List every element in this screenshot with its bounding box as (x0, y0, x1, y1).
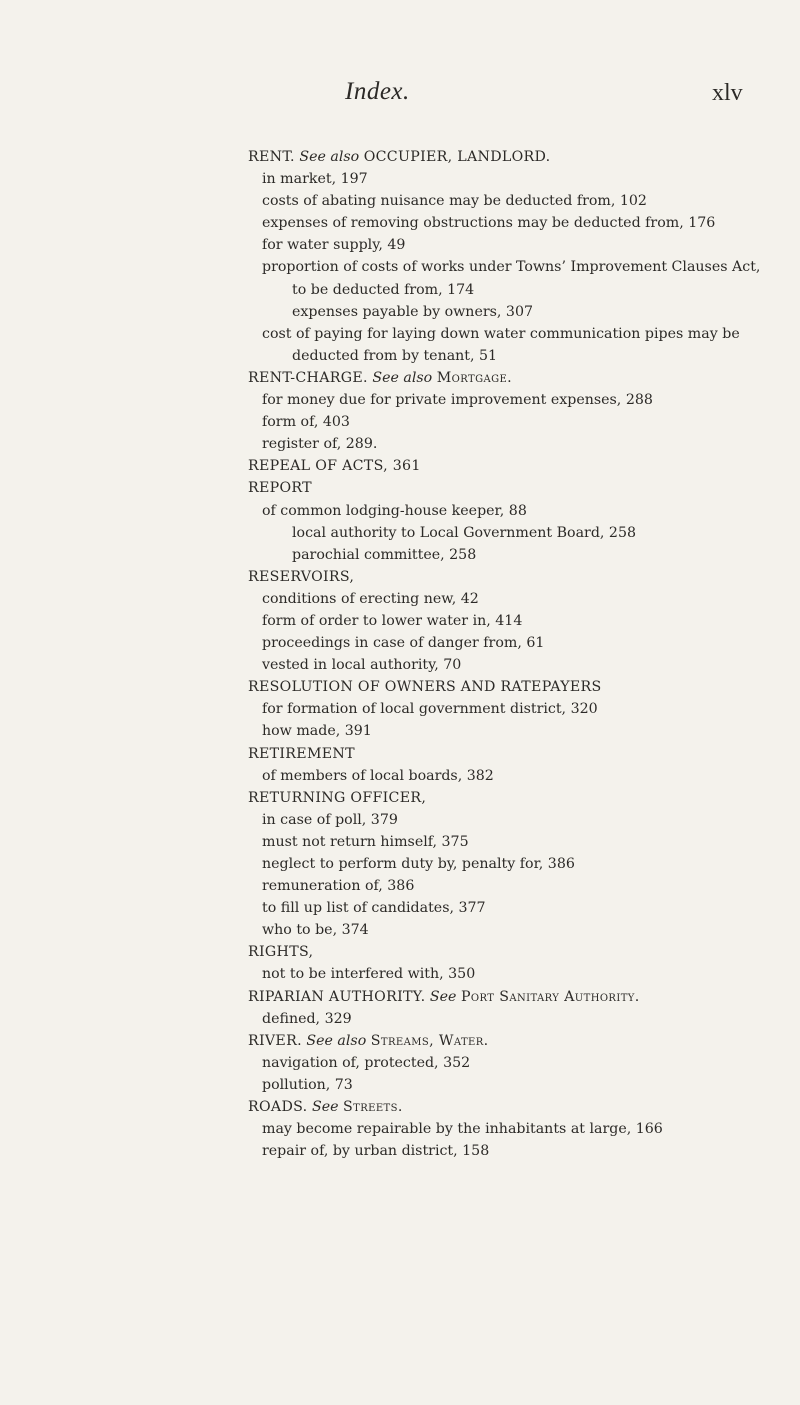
sub-entry: must not return himself, 375 (262, 833, 469, 850)
sub-entry: defined, 329 (262, 1010, 352, 1027)
sub-entry: pollution, 73 (262, 1076, 353, 1093)
entry-heading (0, 146, 800, 168)
index-entry (0, 1030, 800, 1096)
sub-entry: cost of paying for laying down water communication pipes may be (262, 325, 740, 342)
sub-entry: not to be interfered with, 350 (262, 966, 476, 983)
heading-word: REPORT (248, 480, 312, 497)
page-header (0, 78, 800, 118)
entry-heading (0, 566, 800, 588)
sub-entry: form of, 403 (262, 414, 350, 431)
heading-word: ROADS. (248, 1099, 308, 1116)
sub-entry: vested in local authority, 70 (262, 657, 462, 674)
sub-entry: conditions of erecting new, 42 (262, 590, 479, 607)
sub-entry: in case of poll, 379 (262, 811, 398, 828)
see-also-label: See also (299, 149, 360, 165)
index-entry (0, 787, 800, 942)
index-entry (0, 941, 800, 985)
entry-heading (0, 1030, 800, 1052)
sub-entry: of common lodging-house keeper, 88 (262, 502, 527, 519)
index-entry (0, 146, 800, 367)
sub-entry: navigation of, protected, 352 (262, 1054, 471, 1071)
index-entry (0, 1096, 800, 1162)
sub-entry: local authority to Local Government Board, 258 (292, 524, 637, 541)
index-entry (0, 477, 800, 565)
index-entries (0, 146, 800, 1162)
entry-heading (0, 367, 800, 389)
heading-word: RENT. (248, 149, 295, 165)
sub-entry: expenses payable by owners, 307 (292, 303, 534, 320)
page-number: xlv (712, 80, 743, 106)
see-also-label: See (429, 988, 457, 1005)
heading-word: RESERVOIRS, (248, 568, 355, 585)
sub-entry: for money due for private improvement expenses, 288 (262, 392, 653, 409)
entry-heading (0, 787, 800, 809)
sub-entry: repair of, by urban district, 158 (262, 1143, 490, 1160)
heading-word: RIPARIAN AUTHORITY. (248, 988, 426, 1005)
sub-entry: how made, 391 (262, 723, 372, 740)
index-entry (0, 743, 800, 787)
index-entry (0, 676, 800, 742)
heading-word: RETIREMENT (248, 745, 355, 762)
sub-entry: who to be, 374 (262, 922, 369, 939)
cross-reference: Streets. (343, 1099, 403, 1116)
index-entry (0, 566, 800, 676)
entry-heading (0, 455, 800, 477)
heading-word: RIVER. (248, 1032, 302, 1049)
cross-reference: Port Sanitary Authority. (460, 988, 640, 1005)
sub-entry: form of order to lower water in, 414 (262, 612, 523, 629)
index-entry (0, 986, 800, 1030)
sub-entry: for water supply, 49 (262, 237, 406, 254)
cross-reference: Streams, Water. (370, 1032, 489, 1049)
cross-reference: OCCUPIER, LANDLORD. (363, 149, 551, 165)
running-title: Index. (345, 78, 410, 105)
sub-entry: proceedings in case of danger from, 61 (262, 635, 545, 652)
sub-entry-continuation: to be deducted from, 174 (292, 281, 475, 298)
see-also-label: See also (372, 369, 433, 386)
heading-word: RETURNING OFFICER, (248, 789, 427, 806)
entry-heading (0, 676, 800, 698)
entry-heading (0, 477, 800, 499)
sub-entry: proportion of costs of works under Towns’ Improvement Clauses Act, (262, 259, 761, 276)
sub-entry: remuneration of, 386 (262, 878, 415, 895)
entry-heading (0, 986, 800, 1008)
entry-heading (0, 941, 800, 963)
see-also-label: See (311, 1099, 339, 1116)
sub-entry: for formation of local government district, 320 (262, 701, 598, 718)
heading-word: RESOLUTION OF OWNERS AND RATEPAYERS (248, 679, 602, 696)
index-entry (0, 455, 800, 477)
see-also-label: See also (306, 1032, 367, 1049)
entry-heading (0, 743, 800, 765)
sub-entry: of members of local boards, 382 (262, 767, 494, 784)
sub-entry: parochial committee, 258 (292, 546, 477, 563)
sub-entry-continuation: deducted from by tenant, 51 (292, 347, 498, 364)
sub-entry: may become repairable by the inhabitants at large, 166 (262, 1121, 663, 1138)
heading-word: RENT-CHARGE. (248, 369, 368, 386)
sub-entry: neglect to perform duty by, penalty for, 386 (262, 856, 575, 872)
entry-heading (0, 1096, 800, 1118)
sub-entry: in market, 197 (262, 171, 368, 188)
sub-entry: expenses of removing obstructions may be deducted from, 176 (262, 215, 716, 232)
sub-entry: to fill up list of candidates, 377 (262, 900, 486, 917)
sub-entry: costs of abating nuisance may be deducted from, 102 (262, 193, 647, 210)
heading-word: REPEAL OF ACTS, 361 (248, 458, 421, 475)
cross-reference: Mortgage. (436, 369, 513, 386)
index-entry (0, 367, 800, 455)
sub-entry: register of, 289. (262, 436, 378, 453)
heading-word: RIGHTS, (248, 944, 314, 961)
